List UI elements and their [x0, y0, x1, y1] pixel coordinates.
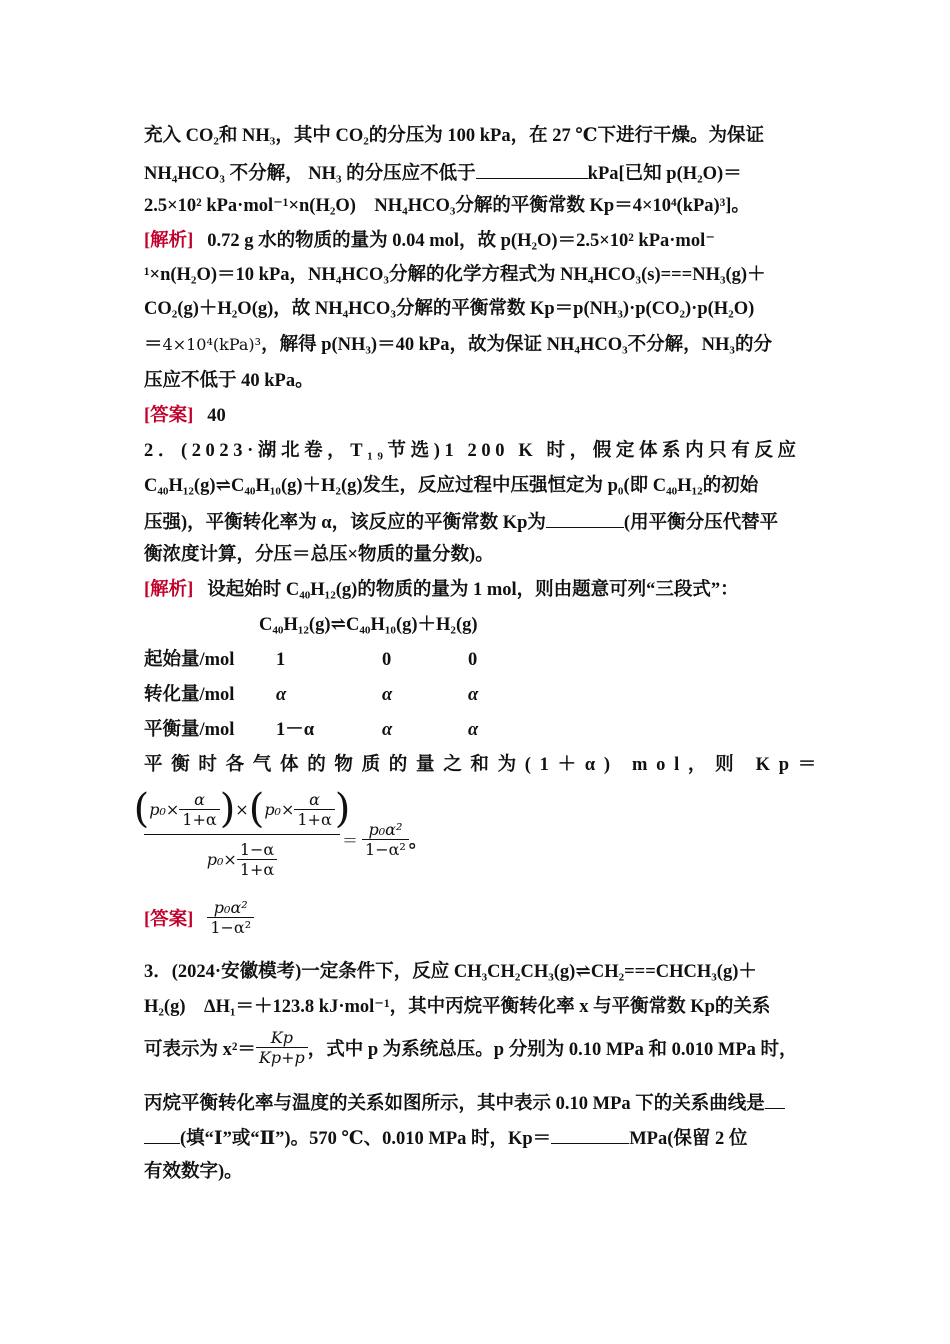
q1-line-1: 充入 CO₂和 NH₃，其中 CO₂的分压为 100 kPa，在 27 ℃下进行干燥。为保证 [144, 126, 765, 146]
a2-answer-line [144, 898, 254, 937]
fraction-denominator: Kp+p [256, 1047, 308, 1067]
left-paren: ( [248, 786, 265, 832]
q2-line-3b: (用平衡分压代替平 [623, 513, 779, 533]
q2-line-3a: 压强)，平衡转化率为 α，该反应的平衡常数 Kp为 [144, 513, 546, 533]
table-row-label: 转化量/mol [144, 685, 235, 705]
kp-formula-fraction [256, 1028, 308, 1067]
q3-line-4-text: 丙烷平衡转化率与温度的关系如图所示，其中表示 0.10 MPa 下的关系曲线是 [144, 1094, 765, 1114]
a1-line-5: 压应不低于 40 kPa。 [144, 371, 314, 391]
q3-line-6: 有效数字)。 [144, 1162, 243, 1182]
fraction-numerator: α [309, 789, 320, 809]
a2-answer-fraction [207, 898, 254, 937]
alpha-fraction [179, 790, 219, 829]
p0-symbol: p₀ [264, 799, 281, 819]
answer-blank[interactable] [144, 1125, 180, 1144]
period: 。 [408, 831, 428, 852]
analysis-tag: [解析] [144, 580, 194, 600]
p0-symbol: p₀ [149, 799, 166, 819]
table-row-label: 起始量/mol [144, 650, 235, 670]
times-symbol: × [235, 799, 249, 819]
q1-line-2b: kPa[已知 p(H₂O)＝ [587, 164, 742, 184]
a1-text-4b: ，解得 p(NH₃)＝40 kPa，故为保证 NH₄HCO₃不分解，NH₃的分 [261, 335, 772, 355]
right-paren: ) [334, 786, 351, 832]
q3-line-4 [144, 1090, 785, 1116]
a2-line-1 [144, 578, 739, 602]
fraction-numerator: α [194, 789, 205, 809]
q1-line-2 [144, 160, 742, 186]
table-cell: α [276, 685, 287, 705]
fraction-denominator: 1−α² [362, 839, 409, 859]
a1-line-4 [144, 333, 772, 357]
table-cell: α [382, 685, 393, 705]
a1-math-kp: 4×10⁴(kPa)³ [162, 335, 262, 354]
a1-text-1: 0.72 g 水的物质的量为 0.04 mol，故 p(H₂O)＝2.5×10² kPa·mol⁻ [207, 231, 715, 251]
table-cell: α [468, 720, 479, 740]
q1-line-3: 2.5×10² kPa·mol⁻¹×n(H₂O) NH₄HCO₃分解的平衡常数 Kp＝4×10⁴(kPa)³]。 [144, 196, 750, 216]
a2-sum-line: 平衡时各气体的物质的量之和为(1＋α) mol，则 Kp＝ [144, 755, 825, 775]
q2-line-3 [144, 509, 778, 535]
a2-intro: 设起始时 C₄₀H₁₂(g)的物质的量为 1 mol，则由题意可列“三段式”： [207, 580, 739, 600]
result-fraction [362, 820, 409, 859]
kp-fraction-denominator [144, 834, 340, 883]
q3-line-3 [144, 1028, 798, 1067]
kp-fraction-numerator [133, 784, 351, 834]
q3-line-5a: (填“Ⅰ”或“Ⅱ”)。570 ℃、0.010 MPa 时，Kp＝ [180, 1129, 552, 1149]
analysis-tag: [解析] [144, 231, 194, 251]
kp-fraction [133, 784, 351, 883]
a1-line-3: CO₂(g)＋H₂O(g)，故 NH₄HCO₃分解的平衡常数 Kp＝p(NH₃)·p(CO₂)·p(H₂O) [144, 299, 755, 319]
fraction-denominator: 1−α² [207, 917, 254, 937]
answer-blank[interactable] [476, 160, 588, 179]
a1-answer: 40 [207, 406, 226, 426]
equals-sign: ＝ [342, 831, 359, 850]
q2-line-1: 2．(2023·湖北卷，T₁₉节选)1 200 K 时，假定体系内只有反应 [144, 441, 801, 461]
one-minus-alpha-fraction [237, 840, 277, 879]
times-symbol: × [223, 849, 237, 869]
q3-line-1: 3．(2024·安徽模考)一定条件下，反应 CH₃CH₂CH₃(g)⇌CH₂===CHCH₃(g)＋ [144, 962, 757, 982]
fraction-numerator: 1−α [239, 839, 275, 859]
fraction-denominator: 1+α [294, 809, 334, 829]
a1-text-4a: ＝ [144, 335, 163, 355]
q1-line-2a: NH₄HCO₃ 不分解， NH₃ 的分压应不低于 [144, 164, 476, 184]
table-cell: 1－α [276, 720, 315, 740]
a1-answer-line [144, 404, 226, 428]
table-cell: α [468, 685, 479, 705]
fraction-numerator: p₀α² [213, 898, 248, 917]
times-symbol: × [165, 799, 180, 819]
answer-blank[interactable] [551, 1125, 629, 1144]
kp-result [342, 820, 427, 859]
answer-blank[interactable] [765, 1090, 785, 1109]
q3-line-3a: 可表示为 x²＝ [144, 1039, 256, 1060]
answer-tag: [答案] [144, 909, 194, 930]
q3-line-2: H₂(g) ΔH₁＝＋123.8 kJ·mol⁻¹，其中丙烷平衡转化率 x 与平衡常数 Kp的关系 [144, 997, 771, 1017]
a2-equation: C₄₀H₁₂(g)⇌C₄₀H₁₀(g)＋H₂(g) [259, 615, 478, 635]
right-paren: ) [219, 786, 236, 832]
p0-symbol: p₀ [206, 849, 224, 869]
fraction-denominator: 1+α [237, 859, 277, 879]
table-row-label: 平衡量/mol [144, 720, 235, 740]
fraction-denominator: 1+α [179, 809, 219, 829]
fraction-numerator: Kp [270, 1028, 293, 1047]
table-cell: 0 [382, 650, 392, 670]
alpha-fraction [294, 790, 334, 829]
times-symbol: × [280, 799, 295, 819]
q2-line-4: 衡浓度计算，分压＝总压×物质的量分数)。 [144, 545, 494, 565]
a1-line-2: ¹×n(H₂O)＝10 kPa，NH₄HCO₃分解的化学方程式为 NH₄HCO₃(s)===NH₃(g)＋ [144, 265, 766, 285]
q3-line-5 [144, 1125, 747, 1151]
table-cell: 0 [468, 650, 478, 670]
table-cell: 1 [276, 650, 286, 670]
table-cell: α [382, 720, 393, 740]
a1-line-1 [144, 229, 715, 253]
q3-line-3b: ，式中 p 为系统总压。p 分别为 0.10 MPa 和 0.010 MPa 时， [307, 1039, 798, 1060]
answer-blank[interactable] [546, 509, 624, 528]
left-paren: ( [133, 786, 150, 832]
q2-line-2: C₄₀H₁₂(g)⇌C₄₀H₁₀(g)＋H₂(g)发生，反应过程中压强恒定为 p₀(即 C₄₀H₁₂的初始 [144, 476, 759, 496]
q3-line-5b: MPa(保留 2 位 [629, 1129, 748, 1149]
answer-tag: [答案] [144, 406, 194, 426]
fraction-numerator: p₀α² [368, 820, 403, 839]
